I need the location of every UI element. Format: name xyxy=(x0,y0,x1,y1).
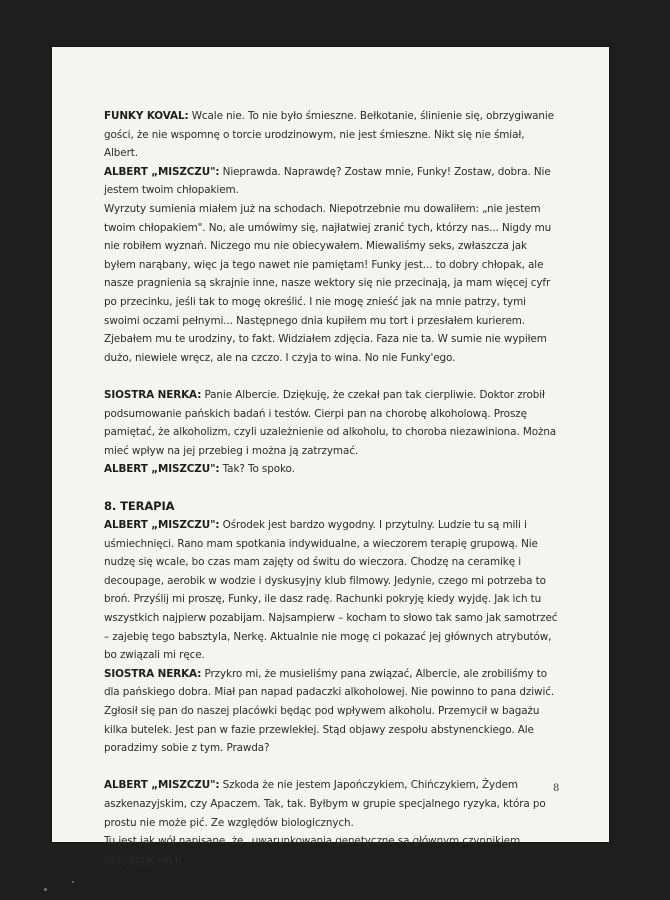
paragraph-text: Ośrodek jest bardzo wygodny. I przytulny. Ludzie tu są mili i uśmiechnięci. Rano mam spotkania indywidualne, a wieczorem terapię grupową. Nie nudzę się wcale, bo czas mam zajęty od świtu do wieczora. Chodzę na ceramikę i decoupage, aerobik w wodzie i dyskusyjny klub filmowy. Jedynie, czego mi potrzeba to broń. Przyślij mi proszę, Funky, ile dasz radę. Rachunki pokryję kiedy wyjdę. Jak ich tu wszystkich najpierw pozabijam. Najsampierw – kocham to słowo tak samo jak samotrzeć – zajebię tego babsztyla, Nerkę. Aktualnie nie mogę ci pokazać jej głównych atrybutów, bo związali mi ręce. xyxy=(104,519,558,662)
section-heading: 8. TERAPIA xyxy=(104,499,175,514)
speaker-name: FUNKY KOVAL: xyxy=(104,110,189,122)
dialogue-line xyxy=(104,163,560,200)
paragraph-gap xyxy=(104,479,560,498)
paragraph-text: Nieprawda. Naprawdę? Zostaw mnie, Funky! Zostaw, dobra. Nie jestem twoim chłopakiem. xyxy=(104,165,551,197)
narration-paragraph xyxy=(104,832,560,869)
dialogue-line xyxy=(104,516,560,665)
dialogue-line xyxy=(104,107,560,163)
dialogue-line xyxy=(104,386,560,460)
page-number: 8 xyxy=(553,783,560,794)
dialogue-line xyxy=(104,665,560,758)
paragraph-gap xyxy=(104,758,560,777)
dust-speck xyxy=(44,888,47,891)
paragraph-text: Szkoda że nie jestem Japończykiem, Chińczykiem, Żydem aszkenazyjskim, czy Apaczem. Tak, tak. Byłbym w grupie specjalnego ryzyka, która po prostu nie może pić. Ze względów biologicznych. xyxy=(104,779,546,829)
paragraph-gap xyxy=(104,367,560,386)
narration-paragraph xyxy=(104,200,560,367)
speaker-name: ALBERT „MISZCZU": xyxy=(104,519,220,532)
paragraph-text: Tak? To spoko. xyxy=(219,463,295,476)
paragraph-text: Przykro mi, że musieliśmy pana związać, Albercie, ale zrobiliśmy to dla pańskiego dobra. Miał pan napad padaczki alkoholowej. Nie powinno to pana dziwić. Zgłosił się pan do naszej placówki będąc pod wpływem alkoholu. Przemycił w bagażu kilka butelek. Jest pan w fazie przewlekłej. Stąd objawy zespołu abstynenckiego. Ale poradzimy sobie z tym. Prawda? xyxy=(104,667,555,755)
speaker-name: SIOSTRA NERKA: xyxy=(104,667,202,680)
speaker-name: SIOSTRA NERKA: xyxy=(104,388,202,401)
dust-speck xyxy=(72,881,74,883)
document-page xyxy=(52,47,609,866)
dialogue-line xyxy=(104,460,560,479)
speaker-name: ALBERT „MISZCZU": xyxy=(104,779,220,792)
page-text xyxy=(104,107,560,869)
speaker-name: ALBERT „MISZCZU": xyxy=(104,463,220,476)
paragraph-text: Tu jest jak wół napisane, że „uwarunkowania genetyczne są głównym czynnikiem decydującym o xyxy=(104,835,521,866)
paragraph-text: Wyrzuty sumienia miałem już na schodach. Niepotrzebnie mu dowaliłem: „nie jestem twoim chłopakiem". No, ale umówimy się, najłatwiej zranić tych, którzy nas... Nigdy mu nie robiłem wyznań. Niczego mu nie obiecywałem. Miewaliśmy seks, zwłaszcza jak byłem narąbany, więc ja tego nawet nie pamiętam! Funky jest... to dobry chłopak, ale nasze pragnienia są skrajnie inne, nasze wektory się nie przecinają, ja mam więcej cyfr po przecinku, jeśli tak to mogę określić. I nie mogę znieść jak na mnie patrzy, tymi swoimi oczami pełnymi... Następnego dnia kupiłem mu tort i przesłałem kurierem. Zjebałem mu te urodziny, to fakt. Widziałem zdjęcia. Faza nie ta. W sumie nie wypiłem dużo, niewiele wręcz, ale na czczo. I czyja to wina. No nie Funky'ego. xyxy=(104,202,552,364)
dialogue-line xyxy=(104,776,560,832)
paragraph-text: Panie Albercie. Dziękuję, że czekał pan tak cierpliwie. Doktor zrobił podsumowanie pańskich badań i testów. Cierpi pan na chorobę alkoholową. Proszę pamiętać, że alkoholizm, czyli uzależnienie od alkoholu, to choroba niezawiniona. Można mieć wpływ na jej przebieg i można ją zatrzymać. xyxy=(104,388,557,457)
speaker-name: ALBERT „MISZCZU": xyxy=(104,165,220,178)
paragraph-text: Wcale nie. To nie było śmieszne. Bełkotanie, ślinienie się, obrzygiwanie gości, że nie wspomnę o torcie urodzinowym, nie jest śmieszne. Nikt się nie śmiał, Albert. xyxy=(104,110,554,160)
